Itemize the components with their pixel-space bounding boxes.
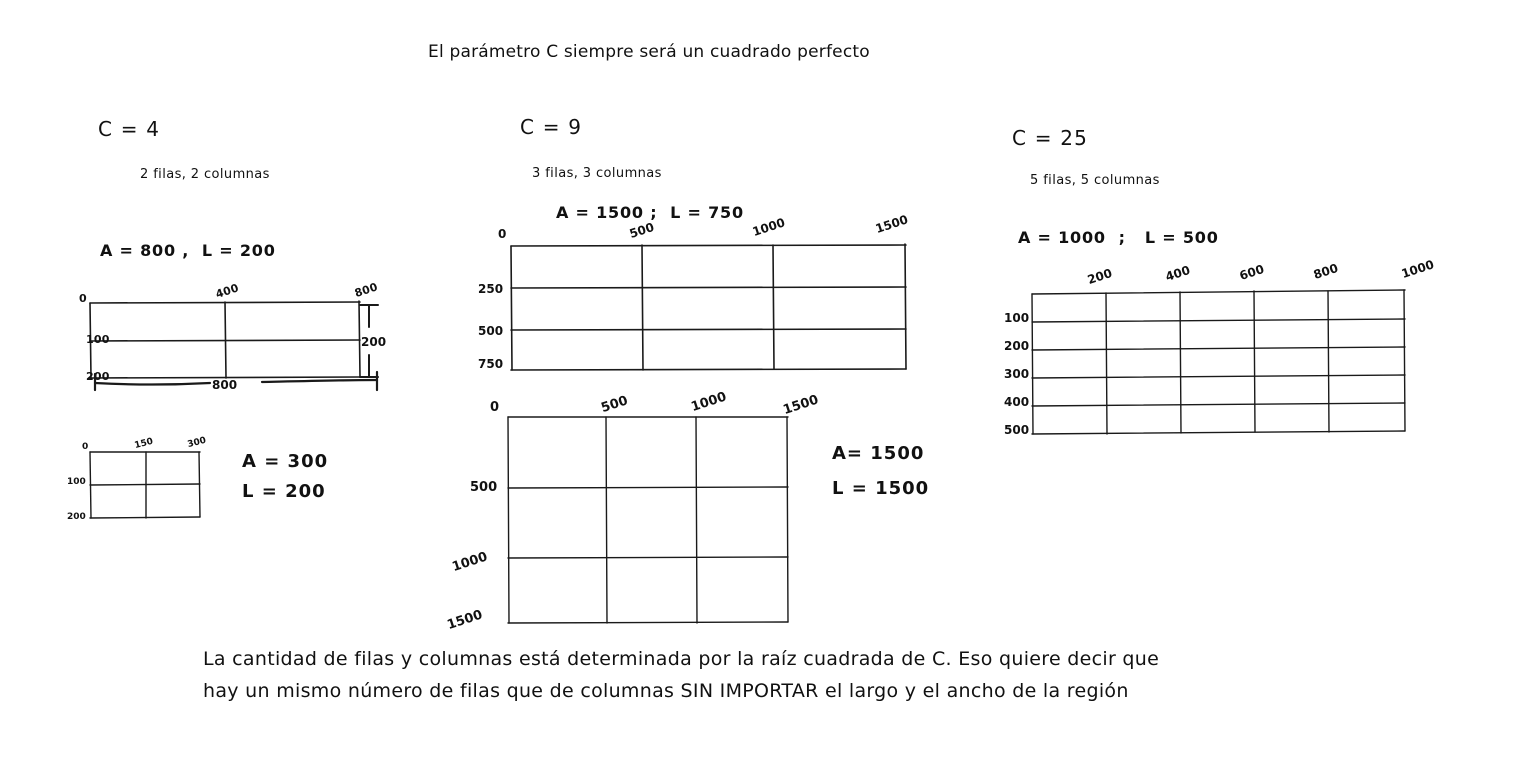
c9-secondary-area-label: A= 1500 (832, 443, 925, 464)
c25-xtick-1: 400 (1163, 262, 1192, 284)
c4-width-annotation: 800 (212, 378, 238, 392)
c9-heading: C = 9 (520, 115, 583, 139)
c4-secondary-ytick-1: 100 (67, 477, 86, 487)
c4-primary-xtick-0: 0 (79, 292, 87, 305)
c4-secondary-ytick-2: 200 (67, 512, 86, 522)
c25-ytick-0: 100 (1004, 311, 1030, 325)
c9-primary-ytick-2: 500 (478, 324, 504, 338)
c25-xtick-0: 200 (1085, 265, 1114, 287)
c4-secondary-xtick-1: 150 (133, 436, 155, 451)
c4-primary-ytick-1: 100 (86, 333, 110, 346)
c25-xtick-2: 600 (1237, 261, 1266, 283)
grid-c4-secondary (88, 450, 218, 525)
c9-primary-xtick-3: 1500 (873, 212, 910, 236)
c4-primary-xtick-2: 800 (352, 280, 380, 300)
c4-primary-ytick-2: 200 (86, 370, 110, 383)
c9-secondary-ytick-2: 1000 (450, 549, 490, 575)
c9-secondary-xtick-2: 1000 (689, 389, 729, 415)
c25-ytick-3: 400 (1004, 395, 1030, 409)
c25-xtick-4: 1000 (1399, 257, 1436, 281)
c4-height-annotation: 200 (361, 335, 387, 349)
c4-primary-dimension-label: A = 800 , L = 200 (100, 241, 276, 260)
c9-primary-dimension-label: A = 1500 ; L = 750 (556, 203, 744, 222)
c4-secondary-xtick-2: 300 (186, 435, 208, 450)
c4-subheading: 2 filas, 2 columnas (140, 167, 270, 182)
c9-secondary-xtick-1: 500 (599, 393, 630, 416)
c9-subheading: 3 filas, 3 columnas (532, 166, 662, 181)
grid-c25-primary (1030, 288, 1420, 440)
grid-c9-secondary (506, 415, 806, 630)
page-title: El parámetro C siempre será un cuadrado perfecto (428, 42, 870, 62)
c25-ytick-1: 200 (1004, 339, 1030, 353)
c9-secondary-ytick-1: 500 (470, 480, 498, 495)
c9-primary-ytick-3: 750 (478, 357, 504, 371)
c9-secondary-ytick-3: 1500 (445, 607, 485, 633)
c25-subheading: 5 filas, 5 columnas (1030, 173, 1160, 188)
c25-primary-dimension-label: A = 1000 ; L = 500 (1018, 228, 1219, 247)
c9-primary-xtick-0: 0 (498, 227, 507, 241)
c9-secondary-xtick-0: 0 (490, 400, 500, 415)
c25-heading: C = 25 (1012, 126, 1089, 150)
c4-primary-xtick-1: 400 (213, 281, 241, 301)
c9-secondary-xtick-3: 1500 (781, 392, 821, 418)
c4-secondary-xtick-0: 0 (82, 442, 89, 452)
c4-secondary-length-label: L = 200 (242, 481, 326, 502)
c25-ytick-4: 500 (1004, 423, 1030, 437)
c4-secondary-area-label: A = 300 (242, 451, 329, 472)
c25-xtick-3: 800 (1311, 260, 1340, 282)
c9-primary-ytick-1: 250 (478, 282, 504, 296)
c25-ytick-2: 300 (1004, 367, 1030, 381)
c9-primary-xtick-1: 500 (627, 219, 656, 241)
c9-secondary-length-label: L = 1500 (832, 478, 930, 499)
grid-c9-primary (508, 244, 918, 374)
c4-heading: C = 4 (98, 117, 161, 141)
c9-primary-xtick-2: 1000 (750, 215, 787, 239)
footer-line-1: La cantidad de filas y columnas está determinada por la raíz cuadrada de C. Eso quiere decir que (203, 648, 1160, 670)
footer-line-2: hay un mismo número de filas que de columnas SIN IMPORTAR el largo y el ancho de la región (203, 680, 1129, 702)
